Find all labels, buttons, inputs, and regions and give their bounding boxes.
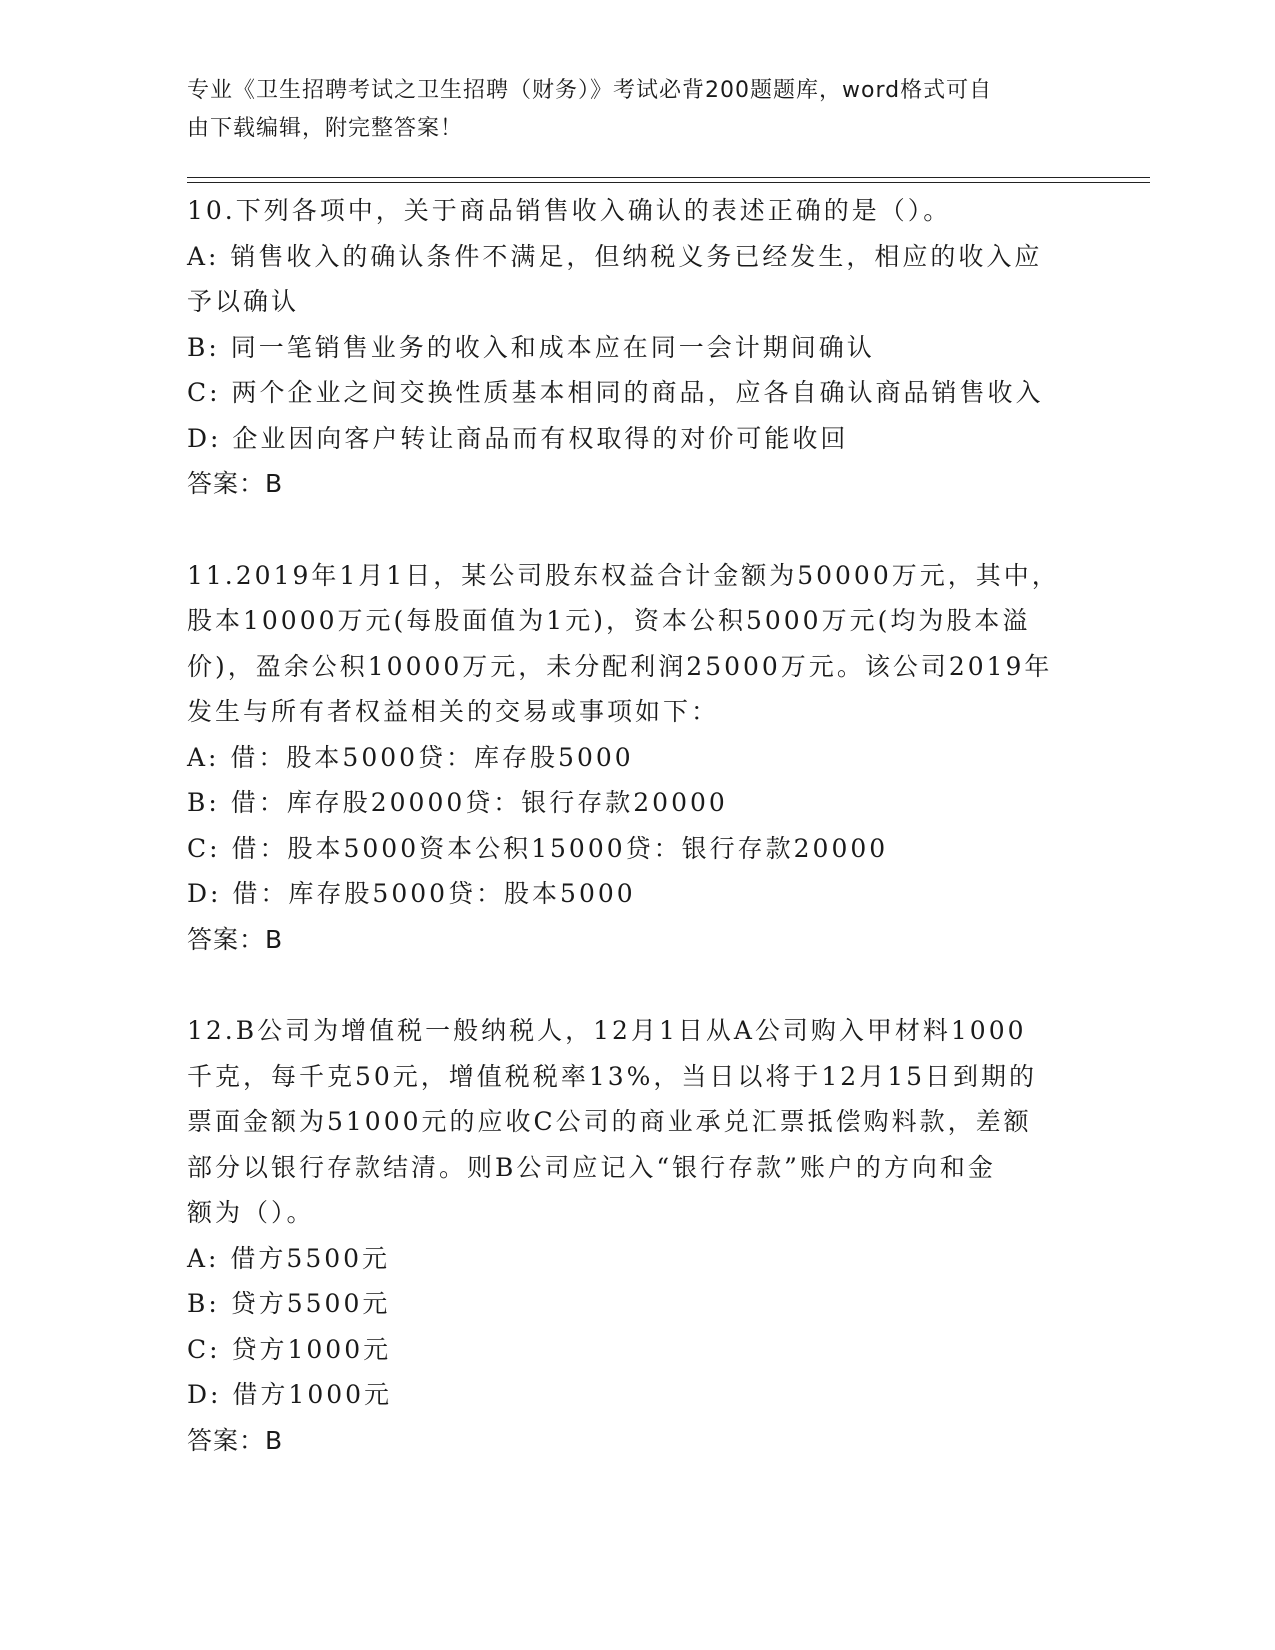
question-block <box>187 1008 1087 1463</box>
answer-option <box>187 1372 1087 1418</box>
question-stem-line: 千克，每千克50元，增值税税率13%，当日以将于12月15日到期的 <box>187 1061 1038 1091</box>
answer-option-line: D: 借方1000元 <box>187 1380 393 1409</box>
answer-option-line: A: 销售收入的确认条件不满足，但纳税义务已经发生，相应的收入应 <box>187 241 1043 271</box>
question-stem-line: 10.下列各项中，关于商品销售收入确认的表述正确的是（）。 <box>187 196 952 225</box>
answer-option-line: 予以确认 <box>187 287 300 316</box>
answer-option-line: C: 借：股本5000资本公积15000贷：银行存款20000 <box>187 833 889 863</box>
answer-option <box>187 1281 1087 1327</box>
question-stem-line: 部分以银行存款结清。则B公司应记入“银行存款”账户的方向和金 <box>187 1152 996 1182</box>
question-stem-line: 价)，盈余公积10000万元，未分配利润25000万元。该公司2019年 <box>187 651 1053 681</box>
answer-key: 答案：B <box>187 469 284 498</box>
answer-key: 答案：B <box>187 1425 284 1455</box>
answer-option <box>187 370 1087 416</box>
question-block <box>187 553 1087 963</box>
answer-option <box>187 325 1087 371</box>
answer-option-line: D: 借：库存股5000贷：股本5000 <box>187 879 636 908</box>
header-line-2: 由下载编辑，附完整答案！ <box>187 116 464 141</box>
answer-option <box>187 416 1087 462</box>
question-stem-line: 12.B公司为增值税一般纳税人，12月1日从A公司购入甲材料1000 <box>187 1016 1027 1045</box>
question-stem-line: 额为（）。 <box>187 1198 315 1227</box>
answer-key: 答案：B <box>187 924 284 954</box>
answer-option-line: B: 同一笔销售业务的收入和成本应在同一会计期间确认 <box>187 332 875 362</box>
header-divider-top <box>187 177 1150 178</box>
answer-option-line: B: 贷方5500元 <box>187 1289 391 1318</box>
answer-option-line: C: 贷方1000元 <box>187 1334 392 1364</box>
answer-option-line: A: 借方5500元 <box>187 1243 391 1273</box>
question-list <box>187 188 1087 1509</box>
answer-option <box>187 234 1087 325</box>
header-line-1: 专业《卫生招聘考试之卫生招聘（财务）》考试必背200题题库，word格式可自 <box>187 78 993 103</box>
answer-option <box>187 780 1087 826</box>
question-stem-line: 11.2019年1月1日，某公司股东权益合计金额为50000万元，其中， <box>187 560 1060 590</box>
question-stem-line: 股本10000万元(每股面值为1元)，资本公积5000万元(均为股本溢 <box>187 606 1031 635</box>
answer-option <box>187 826 1087 872</box>
answer-option <box>187 1327 1087 1373</box>
answer-option-line: D: 企业因向客户转让商品而有权取得的对价可能收回 <box>187 423 849 453</box>
answer-option <box>187 735 1087 781</box>
answer-option-line: A: 借：股本5000贷：库存股5000 <box>187 742 634 772</box>
answer-option-line: C: 两个企业之间交换性质基本相同的商品，应各自确认商品销售收入 <box>187 378 1044 407</box>
document-header <box>187 72 1067 148</box>
answer-option-line: B: 借：库存股20000贷：银行存款20000 <box>187 788 728 817</box>
question-stem-line: 发生与所有者权益相关的交易或事项如下： <box>187 697 720 726</box>
answer-option <box>187 871 1087 917</box>
question-block <box>187 188 1087 507</box>
header-divider-bottom <box>187 182 1150 183</box>
answer-option <box>187 1236 1087 1282</box>
question-stem-line: 票面金额为51000元的应收C公司的商业承兑汇票抵偿购料款，差额 <box>187 1107 1032 1136</box>
